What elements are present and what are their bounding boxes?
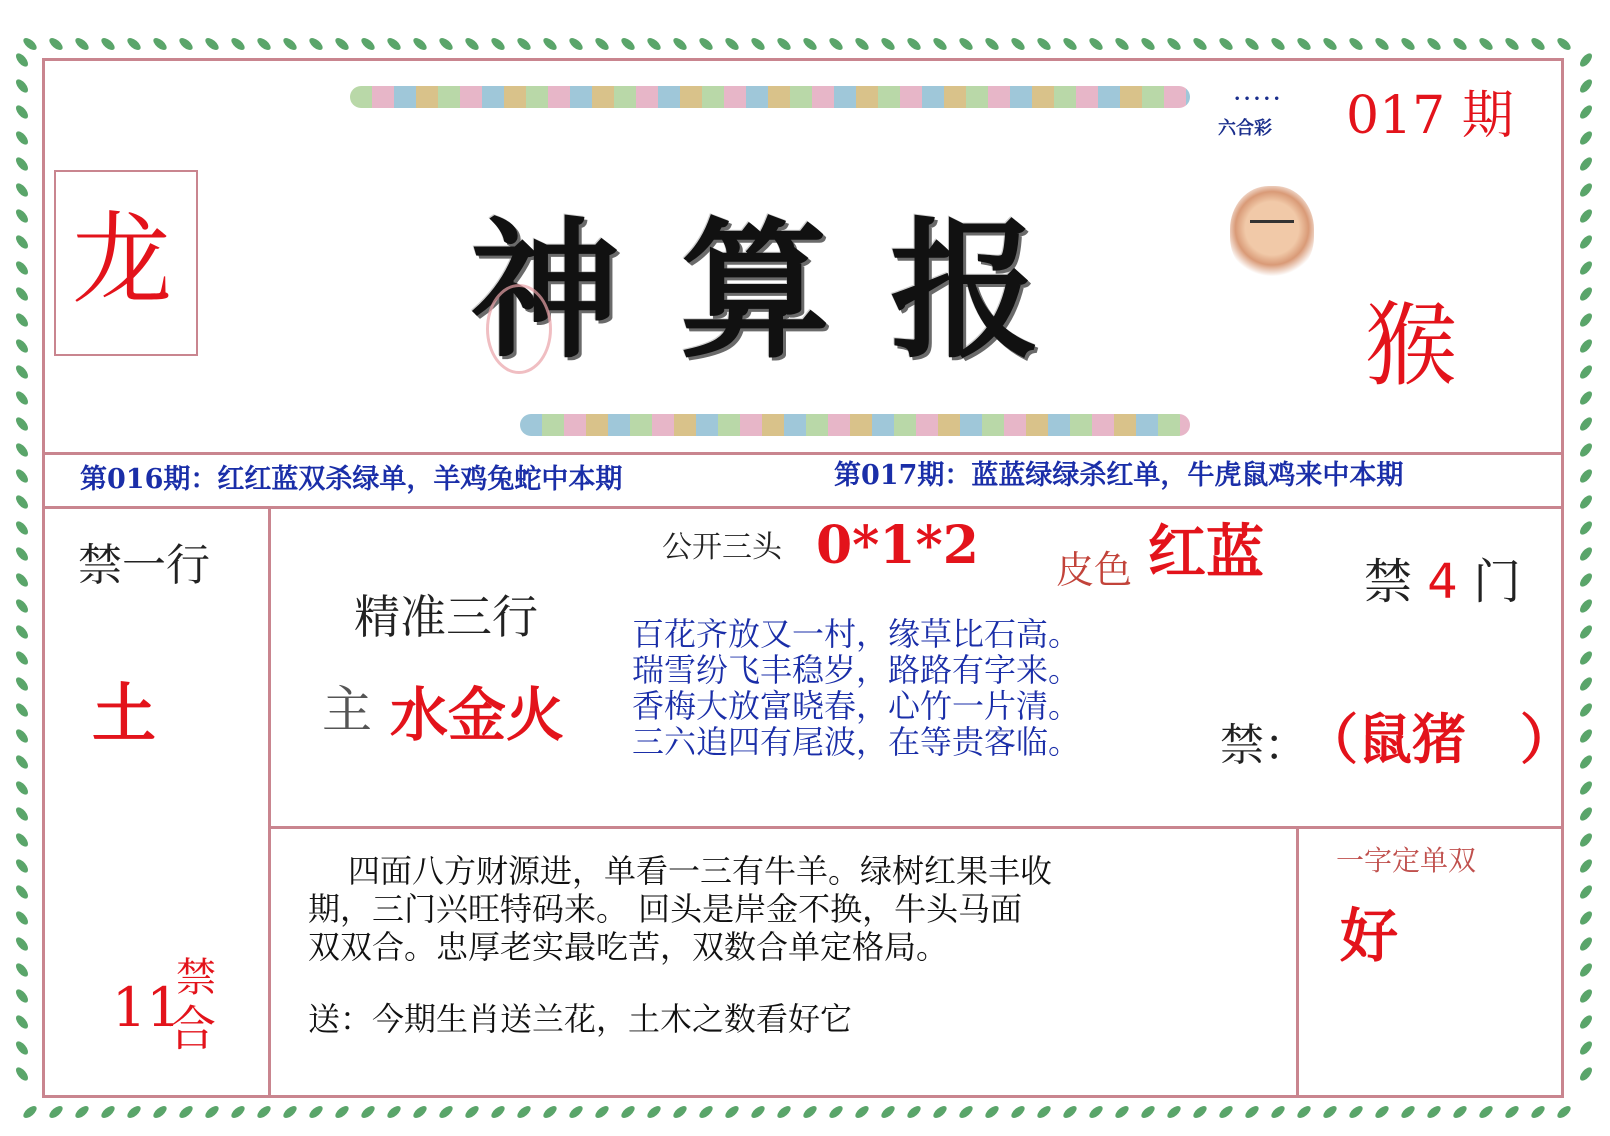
issue-suffix: 期 bbox=[1461, 86, 1514, 146]
ban-door-suffix: 门 bbox=[1473, 554, 1522, 610]
vine-leaf bbox=[1578, 987, 1594, 1004]
vine-leaf bbox=[14, 441, 30, 458]
vine-leaf bbox=[1061, 1104, 1078, 1120]
vine-leaf bbox=[359, 36, 376, 52]
vine-leaf bbox=[905, 36, 922, 52]
vine-leaf bbox=[151, 36, 168, 52]
vine-leaf bbox=[229, 1104, 246, 1120]
vine-leaf bbox=[1578, 467, 1594, 484]
vine-leaf bbox=[14, 597, 30, 614]
vine-leaf bbox=[14, 129, 30, 146]
vine-leaf bbox=[1217, 1104, 1234, 1120]
vine-leaf bbox=[437, 1104, 454, 1120]
vine-leaf bbox=[14, 961, 30, 978]
verse-line: 四面八方财源进，单看一三有牛羊。绿树红果丰收 bbox=[348, 852, 1053, 890]
vine-leaf bbox=[21, 36, 38, 52]
vine-leaf bbox=[151, 1104, 168, 1120]
vine-leaf bbox=[957, 1104, 974, 1120]
vine-leaf bbox=[14, 285, 30, 302]
verse bbox=[308, 852, 1052, 966]
vine-leaf bbox=[1503, 1104, 1520, 1120]
vine-leaf bbox=[14, 311, 30, 328]
vine-leaf bbox=[1139, 36, 1156, 52]
title-char: 神 bbox=[470, 203, 681, 379]
vine-leaf bbox=[255, 36, 272, 52]
vine-leaf bbox=[99, 36, 116, 52]
vine-leaf bbox=[1578, 519, 1594, 536]
vine-leaf bbox=[1578, 285, 1594, 302]
vine-leaf bbox=[1243, 1104, 1260, 1120]
vine-leaf bbox=[853, 36, 870, 52]
vine-leaf bbox=[1578, 1065, 1594, 1082]
vine-leaf bbox=[1578, 311, 1594, 328]
vine-leaf bbox=[14, 103, 30, 120]
vine-leaf bbox=[14, 493, 30, 510]
vine-leaf bbox=[333, 36, 350, 52]
vine-leaf bbox=[1243, 36, 1260, 52]
vine-leaf bbox=[437, 36, 454, 52]
curr-result: 第017期：蓝蓝绿绿杀红单，牛虎鼠鸡来中本期 bbox=[834, 460, 1404, 491]
gift-line: 送：今期生肖送兰花，土木之数看好它 bbox=[308, 1000, 853, 1038]
vine-leaf bbox=[1451, 36, 1468, 52]
vine-leaf bbox=[463, 1104, 480, 1120]
vine-leaf bbox=[14, 233, 30, 250]
vine-leaf bbox=[749, 36, 766, 52]
vine-leaf bbox=[1578, 181, 1594, 198]
vine-leaf bbox=[14, 805, 30, 822]
vine-leaf bbox=[1269, 1104, 1286, 1120]
glasses-icon bbox=[1250, 220, 1294, 233]
vine-leaf bbox=[463, 36, 480, 52]
vine-leaf bbox=[1425, 1104, 1442, 1120]
vine-leaf bbox=[515, 1104, 532, 1120]
vine-leaf bbox=[1578, 207, 1594, 224]
vine-leaf bbox=[1087, 36, 1104, 52]
vine-leaf bbox=[229, 36, 246, 52]
vine-leaf bbox=[411, 1104, 428, 1120]
vine-leaf bbox=[1578, 415, 1594, 432]
divider-left-column bbox=[268, 508, 271, 1096]
vine-leaf bbox=[1578, 831, 1594, 848]
vine-leaf bbox=[697, 36, 714, 52]
vine-leaf bbox=[1477, 36, 1494, 52]
vine-leaf bbox=[99, 1104, 116, 1120]
vine-leaf bbox=[14, 337, 30, 354]
vine-leaf bbox=[14, 649, 30, 666]
vine-leaf bbox=[14, 207, 30, 224]
vine-leaf bbox=[697, 1104, 714, 1120]
vine-leaf bbox=[1578, 129, 1594, 146]
vine-leaf bbox=[14, 259, 30, 276]
vine-leaf bbox=[1578, 571, 1594, 588]
vine-leaf bbox=[14, 831, 30, 848]
vine-leaf bbox=[723, 36, 740, 52]
vine-leaf bbox=[541, 1104, 558, 1120]
vine-leaf bbox=[14, 909, 30, 926]
vine-leaf bbox=[801, 36, 818, 52]
vine-leaf bbox=[1009, 36, 1026, 52]
vine-leaf bbox=[14, 1013, 30, 1030]
vine-leaf bbox=[177, 36, 194, 52]
vine-leaf bbox=[1503, 36, 1520, 52]
vine-leaf bbox=[515, 36, 532, 52]
vine-leaf bbox=[203, 1104, 220, 1120]
vine-leaf bbox=[73, 1104, 90, 1120]
vine-leaf bbox=[1578, 857, 1594, 874]
vine-leaf bbox=[1555, 1104, 1572, 1120]
ban-door-label: 禁 bbox=[1364, 554, 1413, 610]
vine-leaf bbox=[359, 1104, 376, 1120]
vine-leaf bbox=[1578, 961, 1594, 978]
vine-leaf bbox=[14, 363, 30, 380]
vine-leaf bbox=[14, 701, 30, 718]
poem-line: 三六追四有尾波，在等贵客临。 bbox=[632, 723, 1081, 761]
vine-leaf bbox=[14, 753, 30, 770]
vine-leaf bbox=[1578, 233, 1594, 250]
vine-leaf bbox=[645, 1104, 662, 1120]
poem-line: 香梅大放富晓春，心竹一片清。 bbox=[632, 687, 1081, 725]
ban-zodiac-label: 禁： bbox=[1220, 720, 1308, 771]
logo-text: 六合彩 bbox=[1218, 118, 1272, 139]
vine-leaf bbox=[1321, 36, 1338, 52]
vine-leaf bbox=[307, 1104, 324, 1120]
vine-leaf bbox=[827, 36, 844, 52]
vine-leaf bbox=[1139, 1104, 1156, 1120]
vine-leaf bbox=[619, 36, 636, 52]
vine-leaf bbox=[14, 415, 30, 432]
vine-leaf bbox=[73, 36, 90, 52]
divider-odd-even bbox=[1296, 828, 1299, 1096]
vine-leaf bbox=[1578, 675, 1594, 692]
vine-leaf bbox=[1578, 493, 1594, 510]
vine-leaf bbox=[593, 36, 610, 52]
main-value: 水金火 bbox=[390, 681, 565, 749]
vine-leaf bbox=[14, 675, 30, 692]
verse-line: 双双合。忠厚老实最吃苦，双数合单定格局。 bbox=[308, 928, 949, 966]
vine-leaf bbox=[281, 1104, 298, 1120]
vine-leaf bbox=[567, 1104, 584, 1120]
ban-zodiac-value: （鼠猪 ） bbox=[1304, 707, 1574, 771]
vine-leaf bbox=[333, 1104, 350, 1120]
right-zodiac: 猴 bbox=[1365, 292, 1458, 399]
vine-leaf bbox=[14, 545, 30, 562]
vine-leaf bbox=[1009, 1104, 1026, 1120]
vine-leaf bbox=[14, 1039, 30, 1056]
vine-leaf bbox=[1035, 1104, 1052, 1120]
ban-combo-label-top: 禁 bbox=[176, 955, 216, 1001]
garland-top bbox=[350, 86, 1190, 108]
vine-leaf bbox=[203, 36, 220, 52]
vine-leaf bbox=[1347, 36, 1364, 52]
vine-leaf bbox=[671, 1104, 688, 1120]
vine-leaf bbox=[307, 36, 324, 52]
vine-leaf bbox=[1578, 51, 1594, 68]
color-value: 红蓝 bbox=[1148, 518, 1265, 586]
vine-leaf bbox=[1578, 545, 1594, 562]
vine-leaf bbox=[1373, 36, 1390, 52]
newspaper-title bbox=[470, 170, 1170, 379]
vine-leaf bbox=[177, 1104, 194, 1120]
vine-leaf bbox=[1578, 363, 1594, 380]
vine-leaf bbox=[1113, 36, 1130, 52]
vine-leaf bbox=[47, 36, 64, 52]
vine-leaf bbox=[619, 1104, 636, 1120]
vine-leaf bbox=[1578, 649, 1594, 666]
vine-leaf bbox=[1399, 1104, 1416, 1120]
portrait-avatar bbox=[1230, 186, 1314, 280]
vine-leaf bbox=[1529, 1104, 1546, 1120]
vine-leaf bbox=[1191, 36, 1208, 52]
vine-leaf bbox=[1578, 155, 1594, 172]
vine-leaf bbox=[14, 467, 30, 484]
vine-leaf bbox=[1451, 1104, 1468, 1120]
vine-leaf bbox=[1578, 727, 1594, 744]
precise-label: 精准三行 bbox=[354, 590, 538, 644]
vine-leaf bbox=[1578, 623, 1594, 640]
vine-leaf bbox=[14, 389, 30, 406]
vine-leaf bbox=[1269, 36, 1286, 52]
ban-door bbox=[1364, 554, 1521, 610]
vine-leaf bbox=[671, 36, 688, 52]
vine-leaf bbox=[983, 1104, 1000, 1120]
title-char: 算 bbox=[680, 203, 891, 379]
vine-leaf bbox=[957, 36, 974, 52]
issue-number bbox=[1346, 86, 1514, 146]
vine-leaf bbox=[1578, 909, 1594, 926]
vine-leaf bbox=[1087, 1104, 1104, 1120]
vine-leaf bbox=[1578, 753, 1594, 770]
vine-leaf bbox=[125, 1104, 142, 1120]
vine-leaf bbox=[541, 36, 558, 52]
logo-stars-icon: • • • • • bbox=[1234, 94, 1280, 105]
vine-leaf bbox=[1321, 1104, 1338, 1120]
vine-leaf bbox=[1165, 1104, 1182, 1120]
vine-leaf bbox=[1578, 935, 1594, 952]
vine-leaf bbox=[14, 935, 30, 952]
ban-line: 禁一行 bbox=[78, 540, 210, 591]
vine-leaf bbox=[567, 36, 584, 52]
vine-leaf bbox=[14, 155, 30, 172]
vine-leaf bbox=[14, 571, 30, 588]
vine-leaf bbox=[1295, 36, 1312, 52]
divider-results-top bbox=[44, 452, 1562, 455]
vine-leaf bbox=[1165, 36, 1182, 52]
vine-leaf bbox=[47, 1104, 64, 1120]
verse-line: 期，三门兴旺特码来。 回头是岸金不换，牛头马面 bbox=[308, 890, 1023, 928]
vine-leaf bbox=[775, 1104, 792, 1120]
prev-result: 第016期：红红蓝双杀绿单，羊鸡兔蛇中本期 bbox=[80, 464, 623, 495]
vine-leaf bbox=[827, 1104, 844, 1120]
vine-leaf bbox=[1578, 805, 1594, 822]
vine-leaf bbox=[14, 519, 30, 536]
vine-leaf bbox=[1191, 1104, 1208, 1120]
poem-line: 百花齐放又一村，缘草比石高。 bbox=[632, 615, 1081, 653]
vine-leaf bbox=[255, 1104, 272, 1120]
vine-leaf bbox=[1555, 36, 1572, 52]
element: 土 bbox=[92, 677, 156, 752]
vine-leaf bbox=[1425, 36, 1442, 52]
vine-leaf bbox=[14, 77, 30, 94]
vine-leaf bbox=[1061, 36, 1078, 52]
vine-leaf bbox=[1373, 1104, 1390, 1120]
vine-leaf bbox=[21, 1104, 38, 1120]
vine-leaf bbox=[14, 883, 30, 900]
vine-leaf bbox=[931, 36, 948, 52]
left-zodiac: 龙 bbox=[72, 201, 172, 318]
vine-leaf bbox=[1578, 1039, 1594, 1056]
vine-leaf bbox=[1035, 36, 1052, 52]
ban-combo-number: 11 bbox=[112, 976, 181, 1039]
vine-leaf bbox=[801, 1104, 818, 1120]
logo bbox=[1218, 94, 1310, 144]
vine-leaf bbox=[1347, 1104, 1364, 1120]
vine-leaf bbox=[1578, 441, 1594, 458]
vine-leaf bbox=[14, 623, 30, 640]
vine-leaf bbox=[1578, 1013, 1594, 1030]
vine-leaf bbox=[879, 36, 896, 52]
vine-leaf bbox=[14, 779, 30, 796]
vine-leaf bbox=[905, 1104, 922, 1120]
vine-leaf bbox=[1578, 779, 1594, 796]
three-heads-value: 0*1*2 bbox=[816, 515, 979, 576]
issue-digits: 017 bbox=[1346, 86, 1446, 146]
ban-combo-label-bottom: 合 bbox=[168, 1001, 217, 1057]
seal-stamp bbox=[486, 284, 552, 374]
main-label: 主 bbox=[322, 681, 372, 739]
vine-leaf bbox=[879, 1104, 896, 1120]
odd-even-label: 一字定单双 bbox=[1336, 844, 1477, 877]
vine-leaf bbox=[983, 36, 1000, 52]
odd-even-value: 好 bbox=[1340, 902, 1399, 970]
vine-leaf bbox=[281, 36, 298, 52]
vine-leaf bbox=[723, 1104, 740, 1120]
poem-line: 瑞雪纷飞丰稳岁，路路有字来。 bbox=[632, 651, 1081, 689]
vine-leaf bbox=[1217, 36, 1234, 52]
vine-leaf bbox=[385, 36, 402, 52]
poem bbox=[632, 616, 1080, 760]
vine-leaf bbox=[1399, 36, 1416, 52]
vine-leaf bbox=[1578, 701, 1594, 718]
vine-leaf bbox=[1578, 389, 1594, 406]
vine-leaf bbox=[1113, 1104, 1130, 1120]
ban-door-value: 4 bbox=[1427, 554, 1458, 610]
vine-leaf bbox=[1578, 337, 1594, 354]
vine-leaf bbox=[749, 1104, 766, 1120]
vine-leaf bbox=[853, 1104, 870, 1120]
vine-leaf bbox=[14, 181, 30, 198]
title-char: 报 bbox=[890, 203, 1101, 379]
vine-leaf bbox=[385, 1104, 402, 1120]
vine-leaf bbox=[125, 36, 142, 52]
divider-results-bottom bbox=[44, 506, 1562, 509]
vine-leaf bbox=[645, 36, 662, 52]
vine-leaf bbox=[14, 727, 30, 744]
three-heads-label: 公开三头 bbox=[662, 530, 782, 565]
garland-bottom bbox=[520, 414, 1190, 436]
vine-leaf bbox=[1477, 1104, 1494, 1120]
color-label: 皮色 bbox=[1056, 548, 1133, 592]
vine-leaf bbox=[1295, 1104, 1312, 1120]
vine-leaf bbox=[411, 36, 428, 52]
vine-leaf bbox=[489, 1104, 506, 1120]
vine-leaf bbox=[14, 987, 30, 1004]
vine-leaf bbox=[775, 36, 792, 52]
vine-leaf bbox=[1578, 103, 1594, 120]
divider-bottom-section bbox=[270, 826, 1562, 829]
vine-leaf bbox=[593, 1104, 610, 1120]
vine-leaf bbox=[1529, 36, 1546, 52]
vine-leaf bbox=[1578, 77, 1594, 94]
vine-leaf bbox=[14, 1065, 30, 1082]
vine-leaf bbox=[931, 1104, 948, 1120]
vine-leaf bbox=[1578, 597, 1594, 614]
vine-leaf bbox=[14, 857, 30, 874]
vine-leaf bbox=[1578, 259, 1594, 276]
vine-leaf bbox=[489, 36, 506, 52]
vine-leaf bbox=[1578, 883, 1594, 900]
vine-leaf bbox=[14, 51, 30, 68]
